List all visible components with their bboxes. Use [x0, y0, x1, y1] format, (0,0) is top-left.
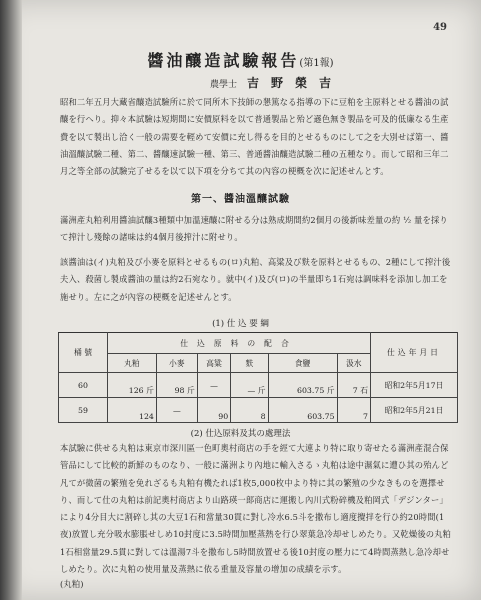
cell: 126 斤: [108, 373, 157, 398]
section-heading: 第一、醬油溫釀試驗: [191, 194, 290, 205]
report-title-sub: (第1報): [299, 58, 334, 69]
cell: — 斤: [231, 373, 268, 398]
col-header-bran: 麩: [231, 354, 268, 373]
intro-paragraph: 昭和二年五月大藏省釀造試驗所に於て同所木下技師の懇篤なる指導の下に豆粕を主原料とせる醬油の試釀を行へり。抑々本試驗は短期間に安價原料を以て普通製品と殆ど遜色無き製品を可及的低廉なる生產費を以て製出し洽く一般の需要を輕めて安價に充し得るを目的とせるものにして之を大別せば第一、醬油溫釀試驗二種、第二、醬釀速試驗一種、第三、普通醬油釀造試驗二種の五種なり。而して昭和三年二月之等全部の試驗完了せるを以て以下項を分ちて其の內容の梗概を次に記述せんとす。: [60, 97, 449, 177]
cell: —: [156, 398, 197, 423]
author-name: 吉野榮吉: [247, 76, 344, 90]
table-row: [59, 373, 458, 398]
col-header-date: 仕込年月日: [371, 333, 458, 373]
section-paragraph-1: 滿洲產丸粕利用醬油試釀3種類中加溫速釀に附せる分は熟成期間約2個月の後新味差量の約 ½ 量を採りて搾汁し殘餘の諸味は約4個月後搾汁に附せり。: [60, 215, 448, 243]
page-number: 49: [433, 22, 447, 33]
col-header-koryo: 高粱: [197, 354, 230, 373]
next-item-label: (丸粕): [60, 579, 84, 589]
cell-batch: 60: [59, 373, 108, 398]
col-header-batch: 桶 號: [59, 333, 108, 373]
section-paragraph-3: 本試驗に供せる丸粕は東京市深川區一色町奧村商店の手を經て大連より特に取り寄せたる滿洲產混合保管品にして比較的新鮮のものなり、一般に滿洲より內地に輸入さるゝ丸粕は途中濕氣に遭ひ其の殆んど凡てが微菌の繁殖を免れざるも丸粕有機たれば1枚5,000枚中より特に其の繁殖の少なきものを選擇せり、而して仕の丸粕は前記奧村商店より山路瑛一郞商店に運搬し內川式粉碎機及粕岡式「デジンター」により4分目大に割碎し其の大豆1石和當量30貫に對し冷水6.5斗を撒布し適度攪拌を行ひ約20時間(1夜)放置し充分吸水膨脹せしめ10封度に3.5時間加壓蒸熱を行ひ翠葉急冷却せしめたり。又乾燥後の丸粕1石相當量29.5貫に對しては溫湯7斗を撒布し5時間放置せる後10封度の壓力にて4時間蒸熱し急冷却せしめたり。次に丸粕の使用量及蒸熱に依る重量及容量の增加の成績を示す。: [60, 443, 452, 575]
report-title: [0, 48, 481, 71]
cell: 90: [197, 398, 230, 423]
book-spine-shadow: [0, 0, 22, 600]
cell: 124: [108, 398, 157, 423]
ingredients-table: [58, 332, 458, 423]
cell: 7 石: [337, 373, 370, 398]
cell: 603.75 斤: [268, 373, 337, 398]
author-rank: 農學士: [210, 80, 238, 90]
col-header-salt: 食鹽: [268, 354, 337, 373]
author-line: [210, 74, 343, 91]
col-header-group: 仕込原料の配合: [108, 333, 371, 354]
cell: 7: [337, 398, 370, 423]
cell-batch: 59: [59, 398, 108, 423]
table-row: [59, 398, 458, 423]
cell: —: [197, 373, 230, 398]
section-paragraph-2: 該醬油は(イ)丸粕及び小麥を原料とせるもの(ロ)丸粕、高粱及び麩を原料とせるもの、2種にして搾汁後夫入、殺菌し製成醬油の量は約2石宛なり。就中(イ)及び(ロ)の半量即ち1石宛は調味料を添加し加工を施せり。左に之が內容の梗概を記述せんとす。: [60, 257, 451, 302]
cell: 603.75: [268, 398, 337, 423]
col-header-water: 汲水: [337, 354, 370, 373]
report-title-main: 醬油釀造試驗報告: [147, 51, 300, 70]
subsection-caption: (2) 仕込原料及其の處理法: [190, 429, 291, 439]
cell: 98 斤: [156, 373, 197, 398]
cell-date: 昭和2年5月21日: [371, 398, 458, 423]
col-header-marukasu: 丸粕: [108, 354, 157, 373]
col-header-wheat: 小麥: [156, 354, 197, 373]
cell: 8: [231, 398, 268, 423]
cell-date: 昭和2年5月17日: [371, 373, 458, 398]
table-caption: (1) 仕 込 要 綱: [212, 319, 269, 329]
